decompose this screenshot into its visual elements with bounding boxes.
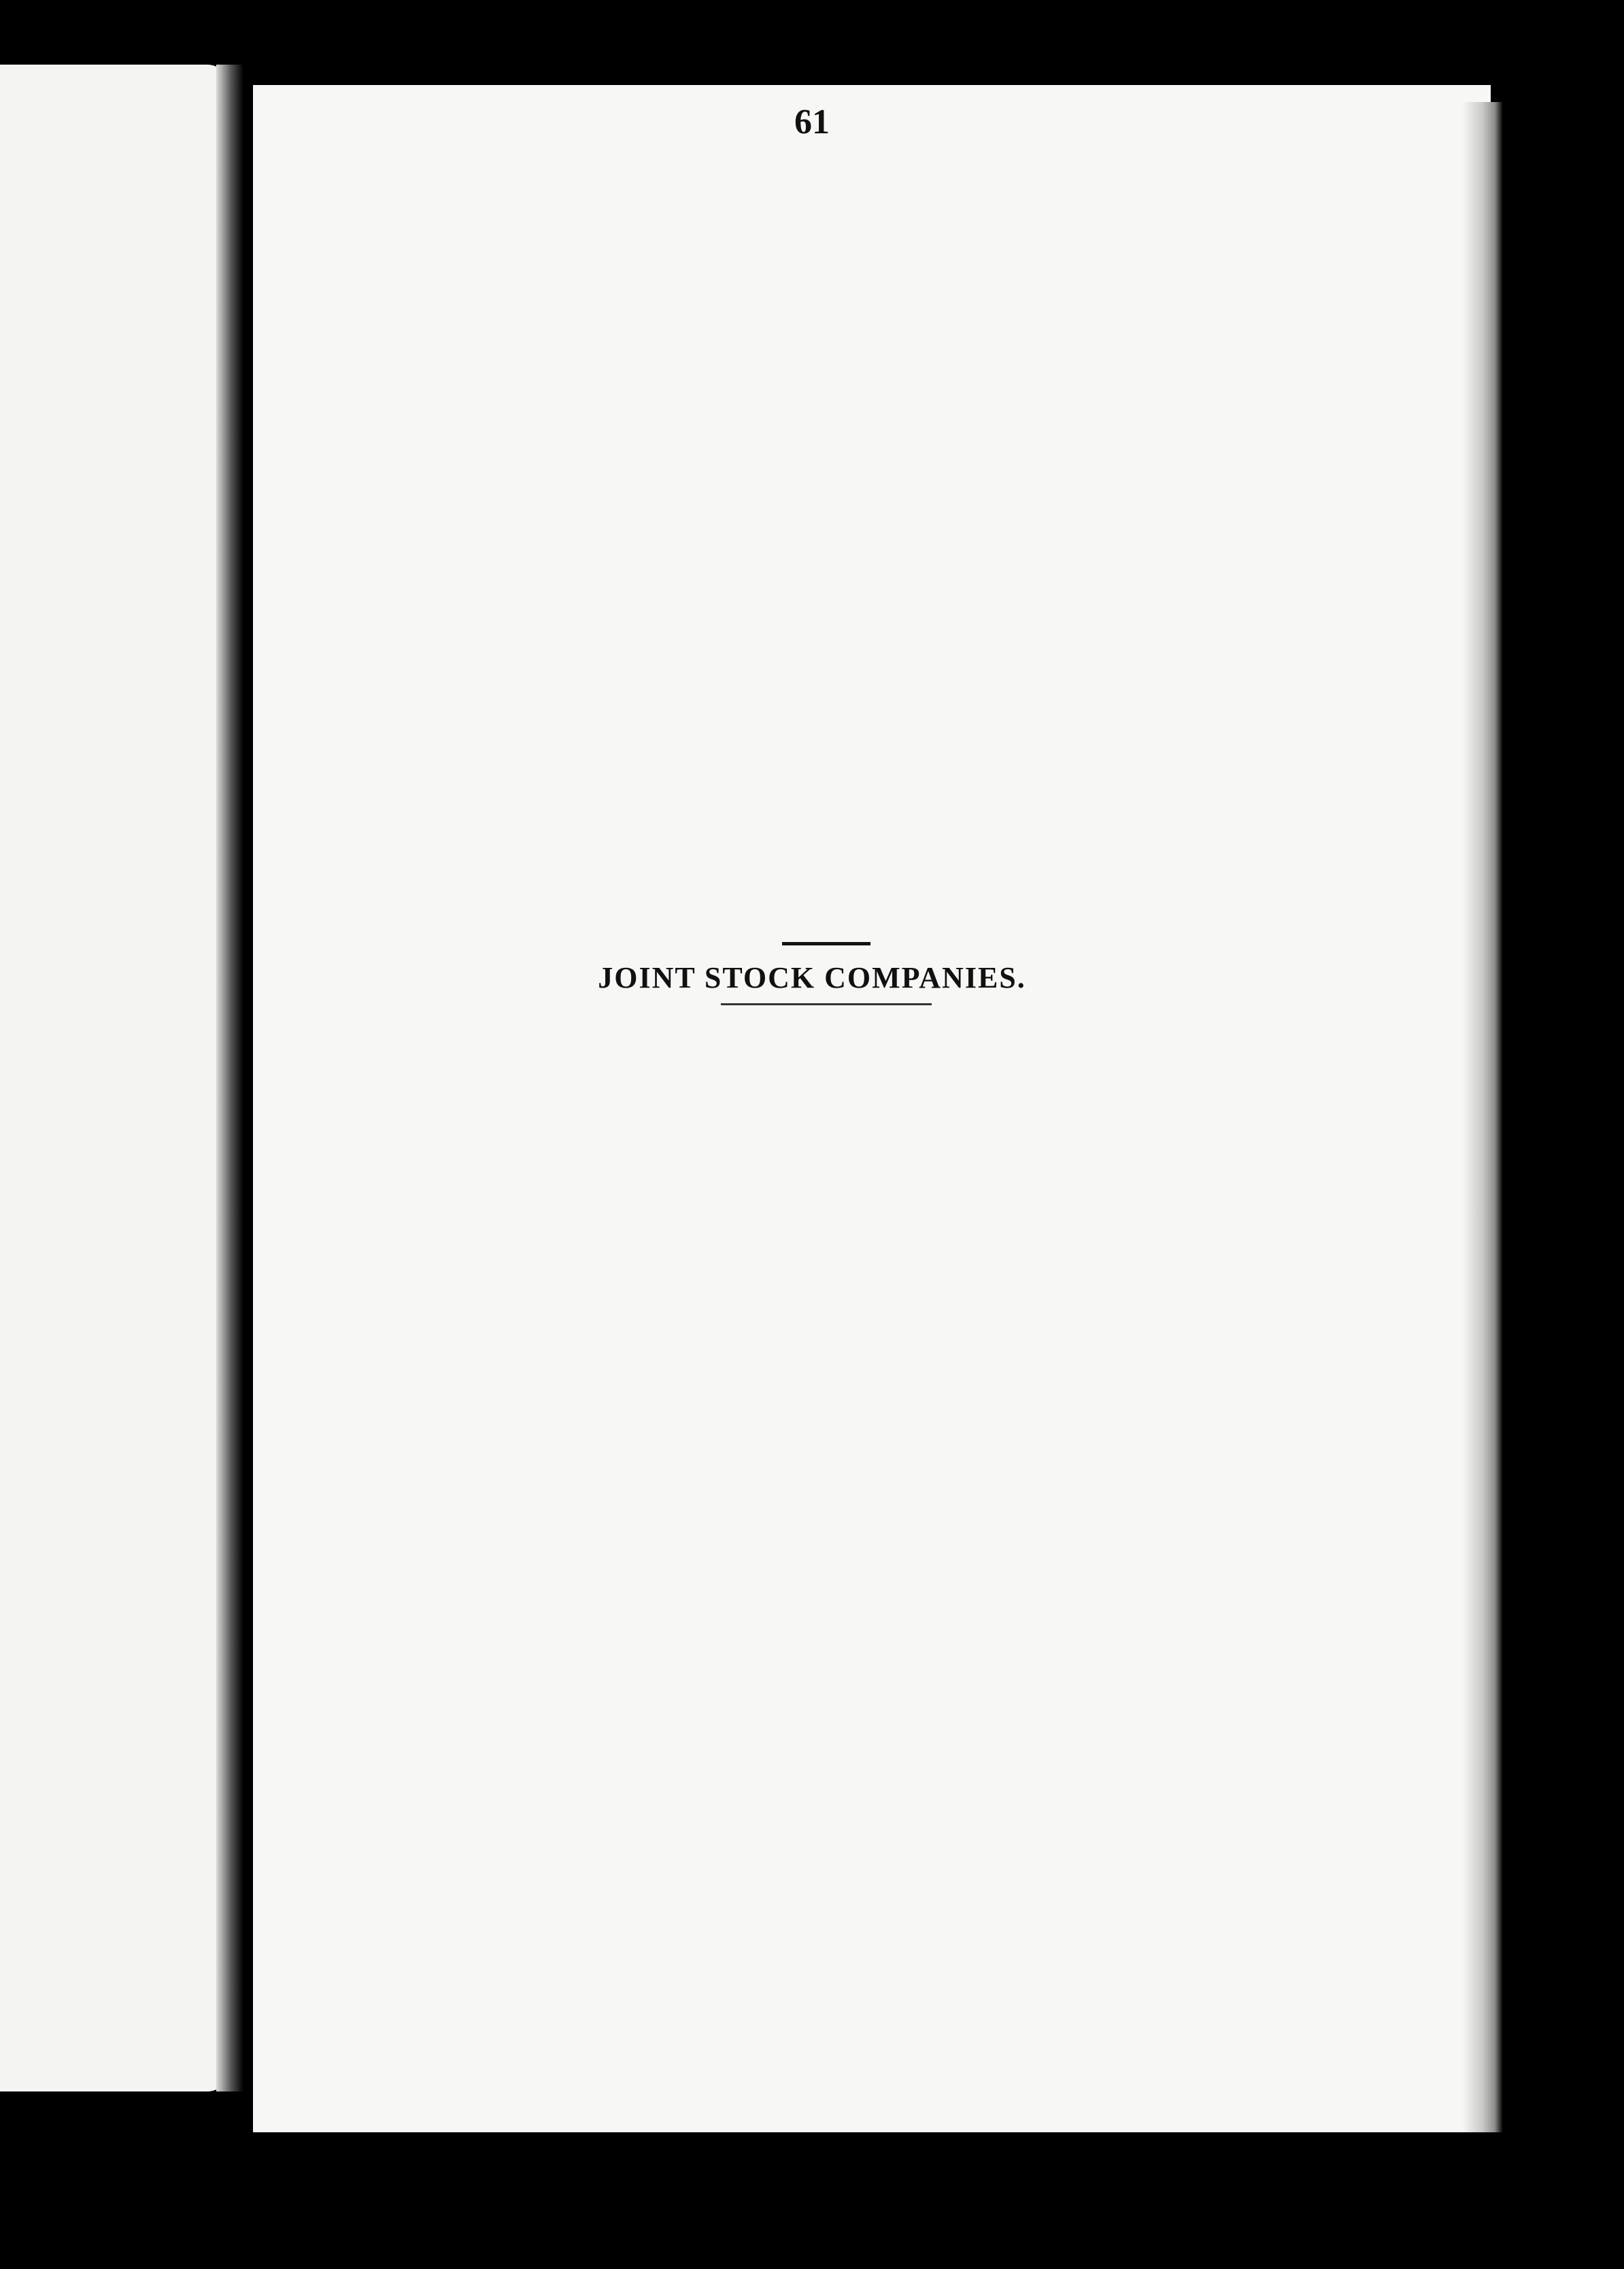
- book-gutter: [216, 65, 243, 2091]
- right-page: [253, 85, 1491, 2132]
- left-page: [0, 65, 228, 2091]
- page-edge-shadow: [1462, 102, 1503, 2132]
- section-divider: [782, 942, 870, 945]
- section-title-underline: [721, 1003, 932, 1005]
- section-title: JOINT STOCK COMPANIES.: [598, 961, 1026, 994]
- page-number: 61: [794, 103, 830, 141]
